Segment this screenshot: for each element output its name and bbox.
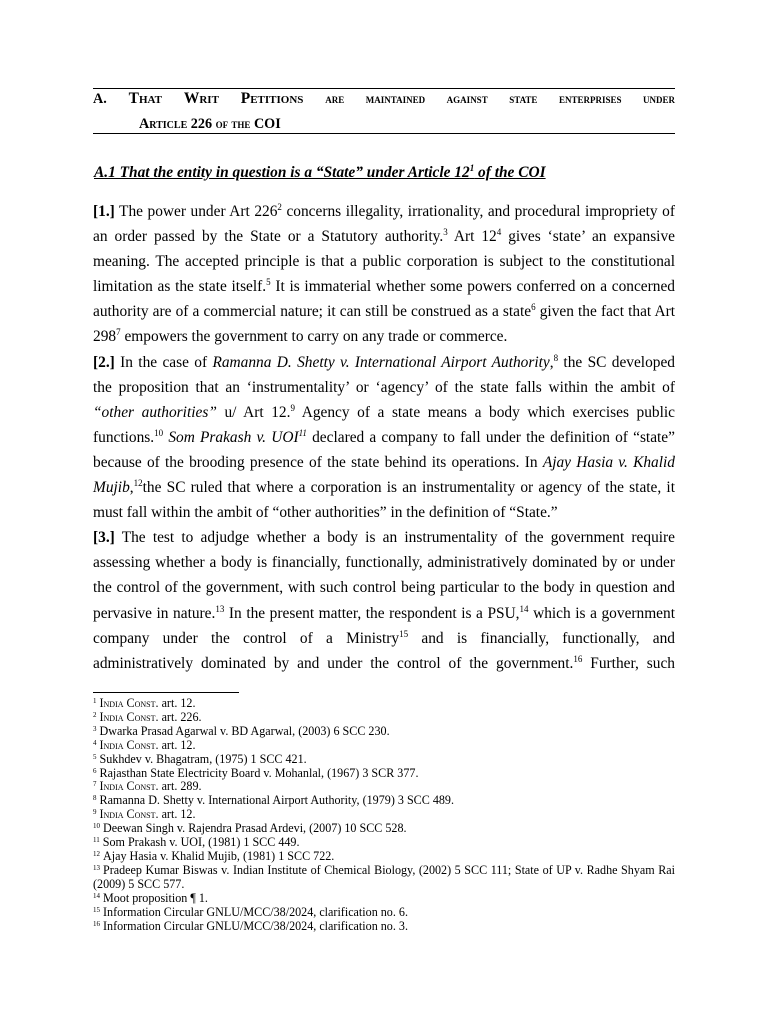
footnote-number: 6 <box>93 766 97 775</box>
footnote-number: 13 <box>93 863 100 872</box>
footnote-number: 10 <box>93 822 100 831</box>
paragraph-1: [1.] The power under Art $226^2$ concerns illegality, irrationality, and procedural impropriety of an order passed by the State or a Statutory authority.$^3$ Art $12^4$ gives ‘state’ an expansive meaning. The accepted principle is that a public corporation is subject to the constitutional limitation as the state itself.$^5$ It is immaterial whether some powers conferred on a concerned authority are of a commercial nature; it can still be construed as a state$^6$ given the fact that Art $298^7$ empowers the government to carry on any trade or commerce. <box>93 202 675 346</box>
heading-rest: are maintained against state enterprises under <box>325 91 676 106</box>
footnote-source: India Const <box>99 696 156 710</box>
footnote-source: India Const <box>99 709 156 724</box>
footnotes <box>93 697 675 933</box>
footnote-number: 16 <box>93 919 100 928</box>
footnote-5 <box>93 753 675 767</box>
quoted-term: “other authorities” <box>93 403 217 421</box>
footnote-8 <box>93 794 675 808</box>
footnote-ref[interactable]: 15 <box>399 628 409 639</box>
case-name: Ramanna D. Shetty v. International Airport Authority <box>212 353 550 371</box>
footnote-text: . art. 226. <box>155 709 202 724</box>
footnote-text: . art. 12. <box>155 737 196 752</box>
footnote-text: Moot proposition ¶ 1. <box>103 890 208 905</box>
footnote-16 <box>93 920 675 934</box>
footnote-number: 1 <box>93 697 97 705</box>
footnote-number: 11 <box>93 836 100 845</box>
footnote-13 <box>93 864 675 892</box>
case-name: Som Prakash v. UOI <box>168 428 299 446</box>
footnote-text: Information Circular GNLU/MCC/38/2024, clarification no. 6. <box>103 904 408 919</box>
heading-word-petitions: Petitions <box>240 90 304 107</box>
footnote-ref[interactable]: 11 <box>298 427 307 438</box>
footnote-text: Ajay Hasia v. Khalid Mujib, (1981) 1 SCC 722. <box>103 848 335 863</box>
footnote-number: 2 <box>93 710 97 719</box>
case-name: Ajay Hasia v. Khalid Mujib <box>93 453 675 497</box>
footnote-ref[interactable]: 8 <box>553 352 559 363</box>
footnote-ref[interactable]: 2 <box>277 202 282 212</box>
footnote-text: Dwarka Prasad Agarwal v. BD Agarwal, (2003) 6 SCC 230. <box>99 723 390 738</box>
footnote-ref[interactable]: 10 <box>154 427 164 438</box>
footnote-10 <box>93 822 675 836</box>
footnote-ref[interactable]: 13 <box>215 603 225 614</box>
footnote-text: Pradeep Kumar Biswas v. Indian Institute of Chemical Biology, (2002) 5 SCC 111; State of UP v. Radhe Shyam Rai (2009) 5 SCC 577. <box>93 862 675 891</box>
footnote-text: Som Prakash v. UOI, (1981) 1 SCC 449. <box>102 835 300 850</box>
heading-of-the: of the <box>215 116 251 131</box>
footnote-number: 7 <box>93 780 97 789</box>
footnote-4 <box>93 739 675 753</box>
footnote-text: . art. 289. <box>155 779 202 794</box>
footnote-ref[interactable]: 16 <box>573 653 583 664</box>
footnote-number: 9 <box>93 808 97 817</box>
footnote-number: 3 <box>93 724 97 733</box>
footnote-ref[interactable]: 3 <box>443 227 448 238</box>
footnote-ref[interactable]: 6 <box>531 302 536 313</box>
footnote-source: India Const <box>99 807 156 822</box>
footnote-ref[interactable]: 9 <box>290 402 295 413</box>
paragraph-2: [2.] In the case of Ramanna D. Shetty v. International Airport Authority,$^8$ the SC developed the proposition that an ‘instrumentality’ or ‘agency’ of the state falls within the ambit of “other authorities” u/ Art 12.$^9$ Agency of a state means a body which exercises public functions.$^{10}$ Som Prakash v. UOI$^{11}$ declared a company to fall under the definition of “state” because of the brooding presence of the state behind its operations. In Ajay Hasia v. Khalid Mujib,$^{12}$the SC ruled that where a corporation is an instrumentality or agency of the state, it must fall within the ambit of “other authorities” in the definition of “State.” <box>93 352 675 522</box>
heading-bottom-rule <box>93 133 675 134</box>
footnote-ref[interactable]: 14 <box>519 603 529 614</box>
footnote-number: 8 <box>93 794 97 803</box>
footnote-3 <box>93 725 675 739</box>
footnote-source: India Const <box>99 779 156 794</box>
footnote-6 <box>93 767 675 781</box>
footnote-15 <box>93 906 675 920</box>
footnote-1 <box>93 697 675 711</box>
footnote-text: Deewan Singh v. Rajendra Prasad Ardevi, (2007) 10 SCC 528. <box>103 821 407 836</box>
footnote-text: Information Circular GNLU/MCC/38/2024, clarification no. 3. <box>103 918 408 933</box>
footnote-number: 4 <box>93 738 97 747</box>
section-number: A. <box>93 91 107 107</box>
footnote-number: 15 <box>93 905 100 914</box>
footnote-text: Sukhdev v. Bhagatram, (1975) 1 SCC 421. <box>99 751 307 766</box>
paragraph-number: [3.] <box>93 529 115 547</box>
heading-top-rule <box>93 88 675 89</box>
footnote-ref[interactable]: 5 <box>266 277 271 288</box>
heading-article: Article <box>139 116 188 132</box>
footnote-text: . art. 12. <box>155 807 196 822</box>
footnote-number: 5 <box>93 752 97 761</box>
heading-word-writ: Writ <box>183 90 219 107</box>
footnote-number: 14 <box>93 891 100 900</box>
footnote-number: 12 <box>93 849 100 858</box>
footnote-11 <box>93 836 675 850</box>
footnote-12 <box>93 850 675 864</box>
heading-coi: COI <box>253 116 281 132</box>
footnote-7 <box>93 780 675 794</box>
footnote-14 <box>93 892 675 906</box>
heading-article-number: 226 <box>190 116 213 132</box>
footnote-text: Rajasthan State Electricity Board v. Mohanlal, (1967) 3 SCR 377. <box>99 765 419 780</box>
footnote-ref[interactable]: 12 <box>133 478 143 489</box>
subsection-heading: A.1 That the entity in question is a “State” under Article $12^1$ of the COI <box>94 163 546 182</box>
section-heading-line-1 <box>93 90 675 108</box>
section-heading-line-2 <box>139 115 281 133</box>
footnote-text: . art. 12. <box>155 696 196 710</box>
footnote-9 <box>93 808 675 822</box>
footnote-ref[interactable]: 4 <box>496 227 502 238</box>
body-text <box>93 199 675 676</box>
paragraph-3: [3.] The test to adjudge whether a body is an instrumentality of the government require assessing whether a body is financially, functionally, administratively dominated by or under the control of the government, with such control being particular to the body in question and pervasive in nature.$^{13}$ In the present matter, the respondent is a PSU,$^{14}$ which is a government company under the control of a Ministry$^{15}$ and is financially, functionally, and administratively dominated by and under the control of the government.$^{16}$ Further, such <box>93 529 676 672</box>
footnote-ref[interactable]: 7 <box>116 327 121 338</box>
footnote-text: Ramanna D. Shetty v. International Airport Authority, (1979) 3 SCC 489. <box>99 793 454 808</box>
paragraph-number: [1.] <box>93 203 115 220</box>
paragraph-number: [2.] <box>93 353 115 371</box>
footnote-source: India Const <box>99 737 156 752</box>
footnote-separator <box>93 692 239 693</box>
footnote-ref[interactable]: 1 <box>469 163 475 173</box>
heading-word-that: That <box>128 90 162 107</box>
footnote-2 <box>93 711 675 725</box>
